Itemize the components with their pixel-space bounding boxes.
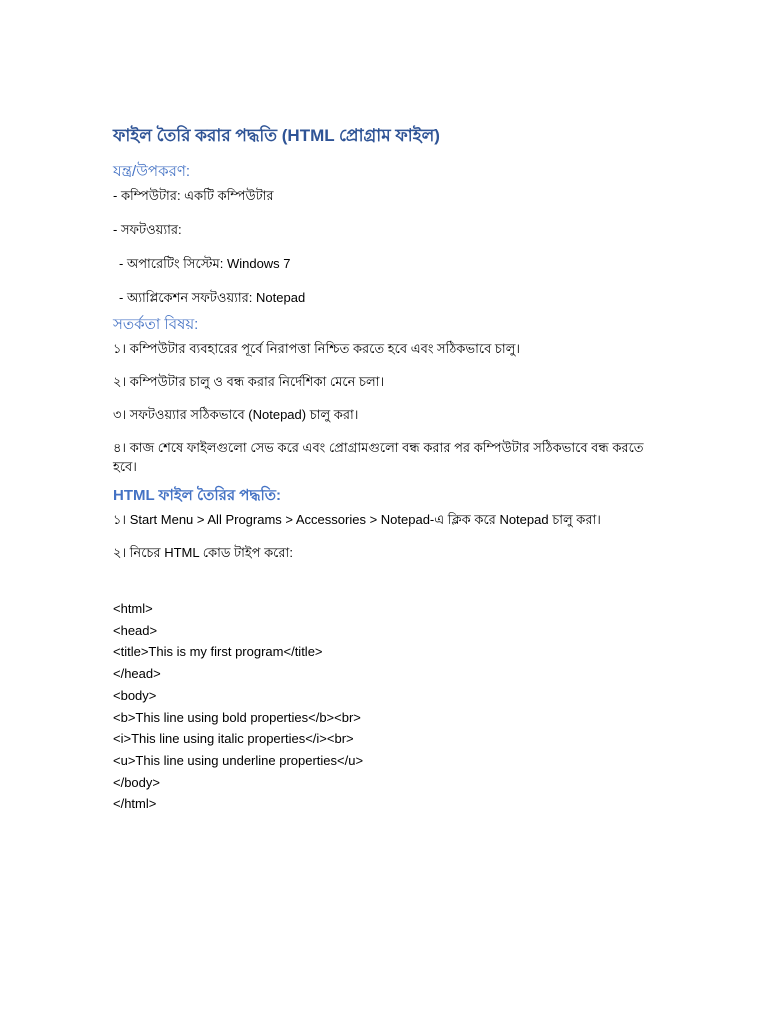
tools-heading: যন্ত্র/উপকরণ: — [113, 163, 191, 180]
tools-item-os: - অপারেটিং সিস্টেম: Windows 7 — [119, 256, 291, 271]
safety-item-4: ৪। কাজ শেষে ফাইলগুলো সেভ করে এবং প্রোগ্রামগুলো বন্ধ করার পর কম্পিউটার সঠিকভাবে বন্ধ করতে হবে। — [113, 440, 644, 474]
code-line: <html> — [113, 601, 153, 616]
code-spacer — [113, 576, 648, 598]
safety-heading: সতর্কতা বিষয়: — [113, 316, 199, 333]
steps-item-2: ২। নিচের HTML কোড টাইপ করো: — [113, 545, 293, 560]
code-line: </body> — [113, 774, 160, 790]
code-line: <body> — [113, 687, 157, 703]
code-line: <b>This line using bold properties</b><br> — [113, 709, 361, 725]
tools-item-software: - সফটওয়্যার: — [113, 222, 182, 237]
code-line: </html> — [113, 796, 157, 812]
steps-heading: HTML ফাইল তৈরির পদ্ধতি: — [113, 487, 282, 504]
html-code-block — [113, 598, 648, 815]
code-line: </head> — [113, 666, 161, 682]
document-title: ফাইল তৈরি করার পদ্ধতি (HTML প্রোগ্রাম ফাইল) — [113, 126, 440, 145]
steps-item-1: ১। Start Menu > All Programs > Accessories > Notepad-এ ক্লিক করে Notepad চালু করা। — [113, 512, 601, 527]
safety-item-1: ১। কম্পিউটার ব্যবহারের পূর্বে নিরাপত্তা নিশ্চিত করতে হবে এবং সঠিকভাবে চালু। — [113, 341, 521, 356]
tools-item-application: - অ্যাপ্লিকেশন সফটওয়্যার: Notepad — [119, 290, 306, 305]
safety-item-3: ৩। সফটওয়্যার সঠিকভাবে (Notepad) চালু করা। — [113, 407, 359, 422]
safety-item-2: ২। কম্পিউটার চালু ও বন্ধ করার নির্দেশিকা মেনে চলা। — [113, 374, 385, 389]
code-line: <u>This line using underline properties</u> — [113, 752, 364, 768]
code-line: <head> — [113, 622, 158, 638]
code-line: <title>This is my first program</title> — [113, 644, 323, 660]
code-line: <i>This line using italic properties</i><br> — [113, 731, 354, 747]
tools-item-computer: - কম্পিউটার: একটি কম্পিউটার — [113, 188, 274, 203]
